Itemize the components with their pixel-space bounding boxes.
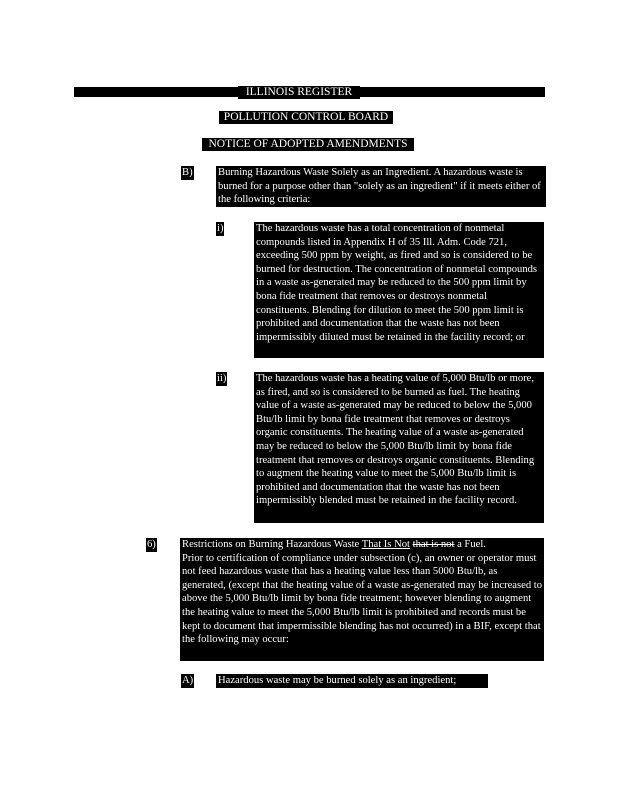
board-title: POLLUTION CONTROL BOARD <box>219 111 393 124</box>
item-6-text: Restrictions on Burning Hazardous Waste That Is Not that is not a Fuel. Prior to certification of compliance under subsection (c), an owner or operator must not feed hazardous waste that has a heating value less than 5000 Btu/lb, as generated, (except that the heating value of a waste as-generated may be increased to above the 5,000 Btu/lb limit by bona fide treatment; however blending to augment the heating value to meet the 5,000 Btu/lb limit is prohibited and records must be kept to document that impermissible blending has not occurred) in a BIF, except that the following may occur: <box>180 538 544 661</box>
item-i-label: i) <box>217 223 224 234</box>
item-6-label: 6) <box>147 539 156 550</box>
item-a-text: Hazardous waste may be burned solely as an ingredient; <box>216 674 488 688</box>
item-ii-label: ii) <box>217 373 227 384</box>
notice-title: NOTICE OF ADOPTED AMENDMENTS <box>202 138 414 151</box>
item-i-text: The hazardous waste has a total concentration of nonmetal compounds listed in Appendix H of 35 Ill. Adm. Code 721, exceeding 500 ppm by weight, as fired and so is considered to be burned for destruction. The concentration of nonmetal compounds in a waste as-generated may be reduced to the 500 ppm limit by bona fide treatment that removes or destroys nonmetal constituents. Blending for dilution to meet the 500 ppm limit is prohibited and documentation that the waste has not been impermissibly diluted must be retained in the facility record; or <box>254 222 544 358</box>
register-title: ILLINOIS REGISTER <box>238 86 360 99</box>
item-b-label: B) <box>182 167 193 178</box>
item-b-text: Burning Hazardous Waste Solely as an Ingredient. A hazardous waste is burned for a purpose other than "solely as an ingredient" if it meets either of the following criteria: <box>216 166 546 207</box>
deleted-text: that is not <box>412 539 455 550</box>
inserted-text: That Is Not <box>361 539 410 550</box>
item-a-label: A) <box>182 675 194 686</box>
item-ii-text: The hazardous waste has a heating value of 5,000 Btu/lb or more, as fired, and so is considered to be burned as fuel. The heating value of a waste as-generated may be reduced to below the 5,000 Btu/lb limit by bona fide treatment that removes or destroys organic constituents. The heating value of a waste as-generated may be reduced to below the 5,000 Btu/lb limit by bona fide treatment that removes or destroys organic constituents. Blending to augment the heating value to meet the 5,000 Btu/lb limit is prohibited and documentation that the waste has not been impermissibly blended must be retained in the facility record. <box>254 372 544 523</box>
